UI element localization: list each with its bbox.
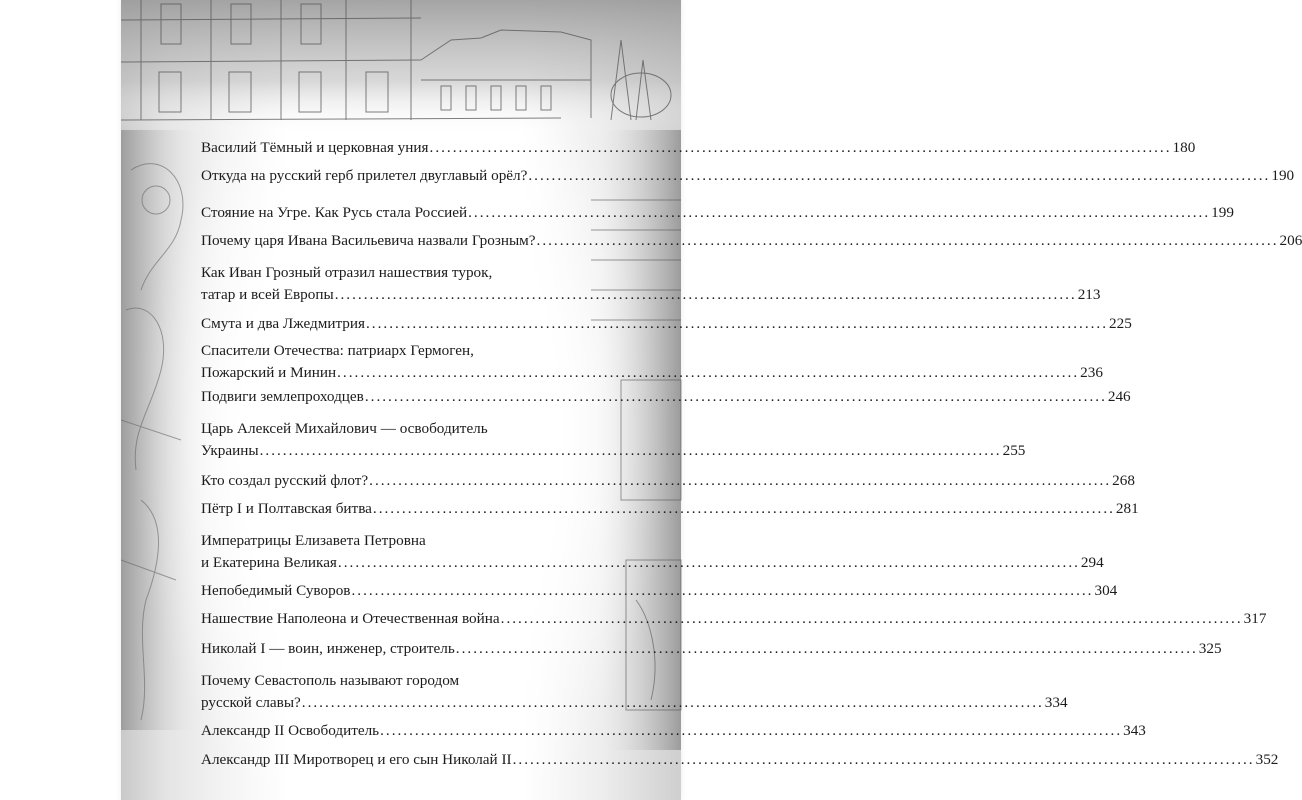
toc-line bbox=[201, 720, 1146, 742]
toc-entry bbox=[201, 165, 1295, 187]
toc-entry-title: Василий Тёмный и церковная уния bbox=[201, 139, 429, 156]
toc-entry-title: Пётр I и Полтавская битва bbox=[201, 500, 372, 517]
toc-leader-dots: ................................................................................................................................ bbox=[372, 500, 1115, 517]
toc-page-number: 352 bbox=[1255, 751, 1279, 768]
toc-entry bbox=[201, 262, 1101, 306]
toc-entry bbox=[201, 498, 1139, 520]
toc-page-number: 180 bbox=[1172, 139, 1196, 156]
toc-entry-title-first-line: Почему Севастополь называют городом bbox=[201, 672, 460, 689]
toc-page-number: 281 bbox=[1115, 500, 1139, 517]
toc-line bbox=[201, 165, 1295, 187]
toc-line bbox=[201, 580, 1118, 602]
toc-entry-title: Нашествие Наполеона и Отечественная война bbox=[201, 610, 500, 627]
toc-page-number: 294 bbox=[1080, 554, 1104, 571]
toc-entry-title: Почему царя Ивана Васильевича назвали Грозным? bbox=[201, 232, 536, 249]
toc-entry-title: Стояние на Угре. Как Русь стала Россией bbox=[201, 204, 468, 221]
toc-line bbox=[201, 692, 1068, 714]
toc-line bbox=[201, 230, 1302, 252]
toc-entry-title: Смута и два Лжедмитрия bbox=[201, 315, 365, 332]
toc-entry-title: и Екатерина Великая bbox=[201, 554, 337, 571]
toc-entry bbox=[201, 137, 1196, 159]
toc-entry-title-first-line: Императрицы Елизавета Петровна bbox=[201, 532, 426, 549]
toc-entry-title: Непобедимый Суворов bbox=[201, 582, 351, 599]
toc-leader-dots: ................................................................................................................................ bbox=[366, 315, 1108, 332]
toc-page-number: 325 bbox=[1198, 640, 1222, 657]
book-page bbox=[121, 0, 1302, 800]
toc-page-number: 206 bbox=[1279, 232, 1302, 249]
toc-entry bbox=[201, 202, 1234, 224]
toc-leader-dots: ................................................................................................................................ bbox=[455, 640, 1198, 657]
toc-line bbox=[201, 470, 1135, 492]
left-figure-engraving bbox=[121, 130, 211, 730]
toc-entry bbox=[201, 608, 1267, 630]
toc-entry-title: русской славы? bbox=[201, 694, 301, 711]
toc-page-number: 255 bbox=[1002, 442, 1026, 459]
toc-line bbox=[201, 638, 1222, 660]
toc-leader-dots: ................................................................................................................................ bbox=[468, 204, 1211, 221]
toc-entry-title: Пожарский и Минин bbox=[201, 364, 337, 381]
toc-line bbox=[201, 552, 1104, 574]
toc-page-number: 199 bbox=[1211, 204, 1234, 221]
toc-entry-title: Александр III Миротворец и его сын Николай II bbox=[201, 751, 512, 768]
toc-line bbox=[201, 313, 1132, 335]
toc-entry bbox=[201, 418, 1026, 462]
toc-entry bbox=[201, 749, 1279, 771]
toc-entry bbox=[201, 720, 1146, 742]
toc-page-number: 317 bbox=[1243, 610, 1267, 627]
toc-entry bbox=[201, 386, 1131, 408]
toc-leader-dots: ................................................................................................................................ bbox=[259, 442, 1002, 459]
toc-entry bbox=[201, 670, 1068, 714]
toc-entry-title-first-line: Как Иван Грозный отразил нашествия турок, bbox=[201, 264, 493, 281]
toc-line bbox=[201, 498, 1139, 520]
toc-leader-dots: ................................................................................................................................ bbox=[536, 232, 1279, 249]
toc-line bbox=[201, 440, 1026, 462]
toc-leader-dots: ................................................................................................................................ bbox=[429, 139, 1172, 156]
toc-line bbox=[201, 202, 1234, 224]
toc-page-number: 246 bbox=[1107, 388, 1131, 405]
toc-entry-title: Откуда на русский герб прилетел двуглавый орёл? bbox=[201, 167, 528, 184]
toc-entry bbox=[201, 313, 1132, 335]
toc-leader-dots: ................................................................................................................................ bbox=[301, 694, 1044, 711]
toc-entry-title: Украины bbox=[201, 442, 259, 459]
toc-page-number: 236 bbox=[1080, 364, 1103, 381]
toc-entry bbox=[201, 230, 1302, 252]
toc-leader-dots: ................................................................................................................................ bbox=[528, 167, 1271, 184]
toc-entry-title-first-line: Царь Алексей Михайлович — освободитель bbox=[201, 420, 488, 437]
toc-entry-title: Николай I — воин, инженер, строитель bbox=[201, 640, 455, 657]
toc-leader-dots: ................................................................................................................................ bbox=[364, 388, 1107, 405]
toc-line bbox=[201, 386, 1131, 408]
toc-line bbox=[201, 284, 1101, 306]
toc-leader-dots: ................................................................................................................................ bbox=[337, 364, 1080, 381]
toc-page-number: 268 bbox=[1112, 472, 1135, 489]
toc-entry-title: Подвиги землепроходцев bbox=[201, 388, 364, 405]
toc-entry-title: Кто создал русский флот? bbox=[201, 472, 369, 489]
toc-entry-title: Александр II Освободитель bbox=[201, 722, 380, 739]
toc-entry-title-first-line: Спасители Отечества: патриарх Гермоген, bbox=[201, 342, 474, 359]
toc-leader-dots: ................................................................................................................................ bbox=[500, 610, 1243, 627]
toc-page-number: 225 bbox=[1109, 315, 1132, 332]
toc-entry bbox=[201, 638, 1222, 660]
toc-entry bbox=[201, 580, 1118, 602]
toc-entry bbox=[201, 340, 1103, 384]
toc-page-number: 334 bbox=[1044, 694, 1068, 711]
toc-leader-dots: ................................................................................................................................ bbox=[512, 751, 1255, 768]
toc-leader-dots: ................................................................................................................................ bbox=[369, 472, 1112, 489]
toc-entry-title: татар и всей Европы bbox=[201, 286, 334, 303]
toc-leader-dots: ................................................................................................................................ bbox=[380, 722, 1123, 739]
toc-leader-dots: ................................................................................................................................ bbox=[351, 582, 1094, 599]
toc-leader-dots: ................................................................................................................................ bbox=[337, 554, 1080, 571]
toc-page-number: 190 bbox=[1271, 167, 1295, 184]
toc-line bbox=[201, 608, 1267, 630]
toc-page-number: 304 bbox=[1094, 582, 1118, 599]
toc-line bbox=[201, 749, 1279, 771]
palace-engraving bbox=[121, 0, 681, 135]
toc-entry bbox=[201, 530, 1104, 574]
toc-line bbox=[201, 137, 1196, 159]
toc-line bbox=[201, 362, 1103, 384]
toc-page-number: 343 bbox=[1123, 722, 1146, 739]
toc-entry bbox=[201, 470, 1135, 492]
toc-leader-dots: ................................................................................................................................ bbox=[334, 286, 1077, 303]
toc-page-number: 213 bbox=[1077, 286, 1101, 303]
